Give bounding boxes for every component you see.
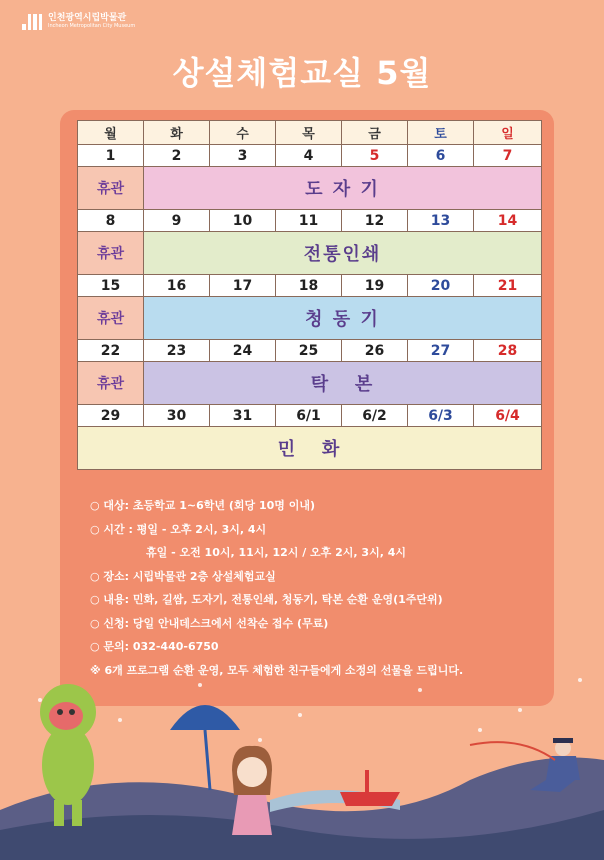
program-row bbox=[78, 232, 542, 275]
boat-icon bbox=[340, 770, 400, 806]
museum-logo-icon bbox=[22, 14, 42, 30]
program-info bbox=[90, 494, 550, 682]
program-cell: 청 동 기 bbox=[144, 297, 542, 340]
program-row bbox=[78, 427, 542, 470]
date-cell: 26 bbox=[342, 340, 408, 362]
info-location: ○ 장소: 시립박물관 2층 상설체험교실 bbox=[90, 569, 276, 583]
date-cell: 16 bbox=[144, 275, 210, 297]
date-cell: 8 bbox=[78, 210, 144, 232]
date-cell: 17 bbox=[210, 275, 276, 297]
date-cell: 13 bbox=[408, 210, 474, 232]
date-cell: 24 bbox=[210, 340, 276, 362]
date-cell: 5 bbox=[342, 145, 408, 167]
date-cell: 28 bbox=[474, 340, 542, 362]
date-cell: 25 bbox=[276, 340, 342, 362]
date-cell: 6/3 bbox=[408, 405, 474, 427]
info-target: ○ 대상: 초등학교 1~6학년 (회당 10명 이내) bbox=[90, 499, 315, 512]
date-cell: 19 bbox=[342, 275, 408, 297]
program-row bbox=[78, 297, 542, 340]
date-cell: 22 bbox=[78, 340, 144, 362]
program-cell: 민 화 bbox=[78, 427, 542, 470]
poster-title: 상설체험교실 5월 bbox=[172, 54, 432, 92]
program-row bbox=[78, 362, 542, 405]
date-cell: 27 bbox=[408, 340, 474, 362]
closed-day-cell: 휴관 bbox=[78, 232, 144, 275]
date-cell: 7 bbox=[474, 145, 542, 167]
date-cell: 31 bbox=[210, 405, 276, 427]
program-row bbox=[78, 167, 542, 210]
info-time-holiday: 휴일 - 오전 10시, 11시, 12시 / 오후 2시, 3시, 4시 bbox=[146, 546, 406, 559]
closed-day-cell: 휴관 bbox=[78, 167, 144, 210]
date-cell: 30 bbox=[144, 405, 210, 427]
girl-character-icon bbox=[232, 746, 272, 835]
date-cell: 2 bbox=[144, 145, 210, 167]
weekday-tue: 화 bbox=[144, 121, 210, 145]
weekday-sun: 일 bbox=[474, 121, 542, 145]
info-application: ○ 신청: 당일 안내데스크에서 선착순 접수 (무료) bbox=[90, 616, 329, 630]
date-cell: 21 bbox=[474, 275, 542, 297]
museum-name-korean: 인천광역시립박물관 bbox=[48, 13, 127, 24]
date-cell: 29 bbox=[78, 405, 144, 427]
date-cell: 12 bbox=[342, 210, 408, 232]
date-cell: 20 bbox=[408, 275, 474, 297]
weekday-sat: 토 bbox=[408, 121, 474, 145]
weekday-fri: 금 bbox=[342, 121, 408, 145]
date-cell: 11 bbox=[276, 210, 342, 232]
date-row bbox=[78, 275, 542, 297]
weekday-header-row bbox=[78, 121, 542, 145]
weekday-wed: 수 bbox=[210, 121, 276, 145]
date-cell: 4 bbox=[276, 145, 342, 167]
info-content: ○ 내용: 민화, 길쌈, 도자기, 전통인쇄, 청동기, 탁본 순환 운영(1주단위) bbox=[90, 593, 443, 606]
info-note: ※ 6개 프로그램 순환 운영, 모두 체험한 친구들에게 소정의 선물을 드립니다. bbox=[90, 663, 464, 677]
weekday-mon: 월 bbox=[78, 121, 144, 145]
date-cell: 23 bbox=[144, 340, 210, 362]
museum-name-english: Incheon Metropolitan City Museum bbox=[48, 23, 136, 30]
date-cell: 15 bbox=[78, 275, 144, 297]
weekday-thu: 목 bbox=[276, 121, 342, 145]
date-cell: 6/4 bbox=[474, 405, 542, 427]
date-cell: 1 bbox=[78, 145, 144, 167]
closed-day-cell: 휴관 bbox=[78, 362, 144, 405]
illustration-scene bbox=[0, 660, 604, 860]
program-cell: 도 자 기 bbox=[144, 167, 542, 210]
date-row bbox=[78, 405, 542, 427]
date-cell: 3 bbox=[210, 145, 276, 167]
closed-day-cell: 휴관 bbox=[78, 297, 144, 340]
info-time-weekday: ○ 시간 : 평일 - 오후 2시, 3시, 4시 bbox=[90, 522, 267, 536]
date-row bbox=[78, 145, 542, 167]
program-cell: 전통인쇄 bbox=[144, 232, 542, 275]
date-cell: 14 bbox=[474, 210, 542, 232]
date-cell: 10 bbox=[210, 210, 276, 232]
program-cell: 탁 본 bbox=[144, 362, 542, 405]
date-cell: 6 bbox=[408, 145, 474, 167]
date-row bbox=[78, 210, 542, 232]
calendar-table bbox=[77, 120, 542, 470]
museum-logo bbox=[22, 14, 135, 30]
date-cell: 6/1 bbox=[276, 405, 342, 427]
date-cell: 18 bbox=[276, 275, 342, 297]
info-contact: ○ 문의: 032-440-6750 bbox=[90, 640, 219, 653]
date-cell: 9 bbox=[144, 210, 210, 232]
umbrella-icon bbox=[170, 705, 240, 790]
date-cell: 6/2 bbox=[342, 405, 408, 427]
date-row bbox=[78, 340, 542, 362]
